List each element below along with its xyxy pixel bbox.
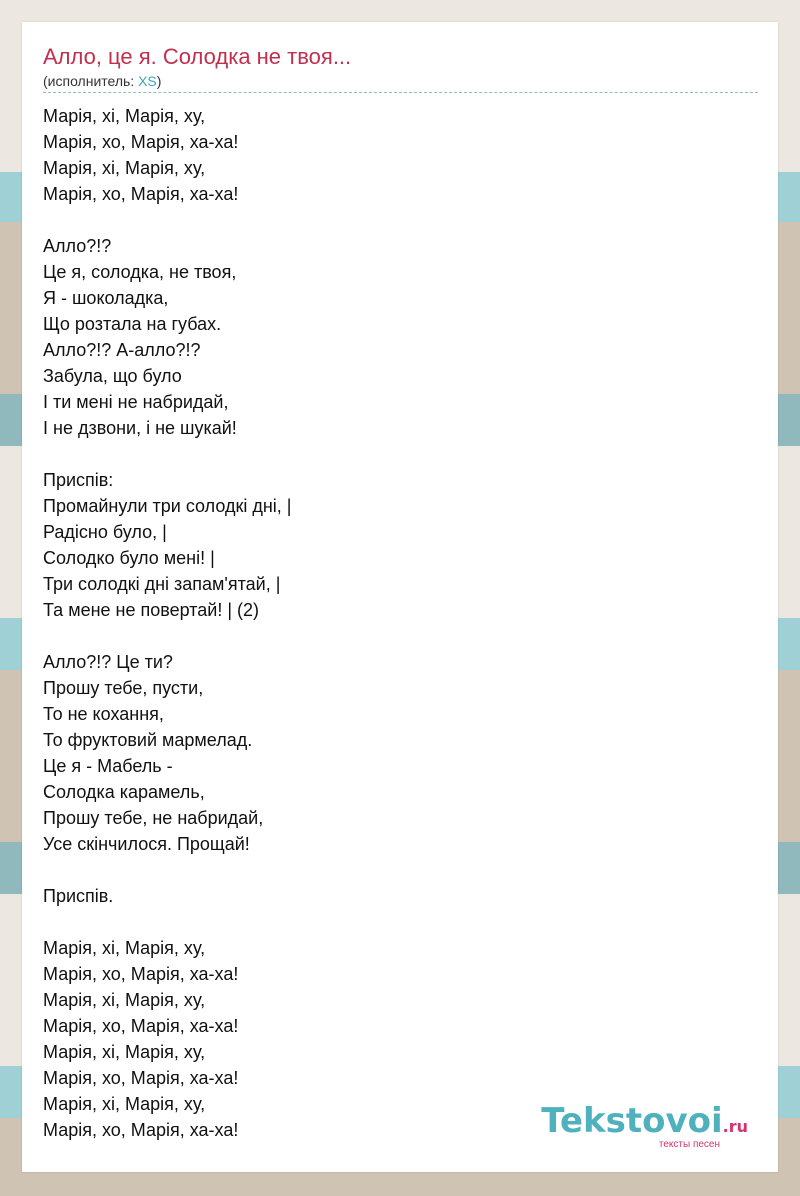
lyric-line: Алло?!? А-алло?!?: [43, 340, 201, 360]
lyric-line: Марія, хо, Марія, ха-ха!: [43, 964, 239, 984]
lyric-line: Марія, хо, Марія, ха-ха!: [43, 184, 239, 204]
lyric-line: Марія, хо, Марія, ха-ха!: [43, 1016, 239, 1036]
lyric-line: [43, 441, 758, 467]
lyric-line: Марія, хо, Марія, ха-ха!: [43, 132, 239, 152]
title-divider: [43, 92, 758, 93]
lyric-line: Я - шоколадка,: [43, 288, 169, 308]
lyric-line: То не кохання,: [43, 704, 164, 724]
lyric-line: [43, 623, 758, 649]
lyric-line: Марія, хі, Марія, ху,: [43, 158, 206, 178]
lyric-line: Марія, хо, Марія, ха-ха!: [43, 1120, 239, 1140]
lyric-line: Марія, хо, Марія, ха-ха!: [43, 1068, 239, 1088]
logo-tld: .ru: [722, 1117, 748, 1136]
lyric-line: Марія, хі, Марія, ху,: [43, 938, 206, 958]
lyric-line: Алло?!?: [43, 236, 112, 256]
lyric-line: [43, 857, 758, 883]
logo-tagline: тексты песен: [658, 1139, 720, 1150]
lyric-line: Забула, що було: [43, 366, 182, 386]
lyric-line: [43, 207, 758, 233]
lyric-line: Приспів.: [43, 886, 114, 906]
lyric-line: Прошу тебе, не набридай,: [43, 808, 264, 828]
lyric-line: Та мене не повертай! | (2): [43, 600, 260, 620]
lyric-line: Усе скінчилося. Прощай!: [43, 834, 250, 854]
lyrics-text: [43, 103, 758, 1143]
lyrics-card: [22, 22, 778, 1172]
lyric-line: Марія, хі, Марія, ху,: [43, 990, 206, 1010]
logo-name: Tekstovoi: [541, 1101, 723, 1141]
lyric-line: [43, 909, 758, 935]
lyric-line: То фруктовий мармелад.: [43, 730, 253, 750]
artist-prefix: (исполнитель:: [43, 73, 139, 89]
lyric-line: Алло?!? Це ти?: [43, 652, 173, 672]
lyric-line: Це я, солодка, не твоя,: [43, 262, 237, 282]
lyric-line: Солодка карамель,: [43, 782, 205, 802]
lyric-line: Приспів:: [43, 470, 114, 490]
lyric-line: Солодко було мені! |: [43, 548, 215, 568]
site-logo[interactable]: [541, 1103, 748, 1150]
lyric-line: Що розтала на губах.: [43, 314, 222, 334]
artist-line: [43, 73, 161, 89]
lyric-line: Прошу тебе, пусти,: [43, 678, 204, 698]
artist-link[interactable]: XS: [138, 73, 157, 89]
lyric-line: Промайнули три солодкі дні, |: [43, 496, 292, 516]
lyric-line: І не дзвони, і не шукай!: [43, 418, 237, 438]
lyric-line: Це я - Мабель -: [43, 756, 173, 776]
song-title: Алло, це я. Солодка не твоя...: [43, 44, 352, 69]
lyric-line: І ти мені не набридай,: [43, 392, 229, 412]
artist-suffix: ): [156, 73, 162, 89]
lyric-line: Марія, хі, Марія, ху,: [43, 106, 206, 126]
lyric-line: Марія, хі, Марія, ху,: [43, 1094, 206, 1114]
lyric-line: Марія, хі, Марія, ху,: [43, 1042, 206, 1062]
lyric-line: Три солодкі дні запам'ятай, |: [43, 574, 281, 594]
lyric-line: Радісно було, |: [43, 522, 167, 542]
